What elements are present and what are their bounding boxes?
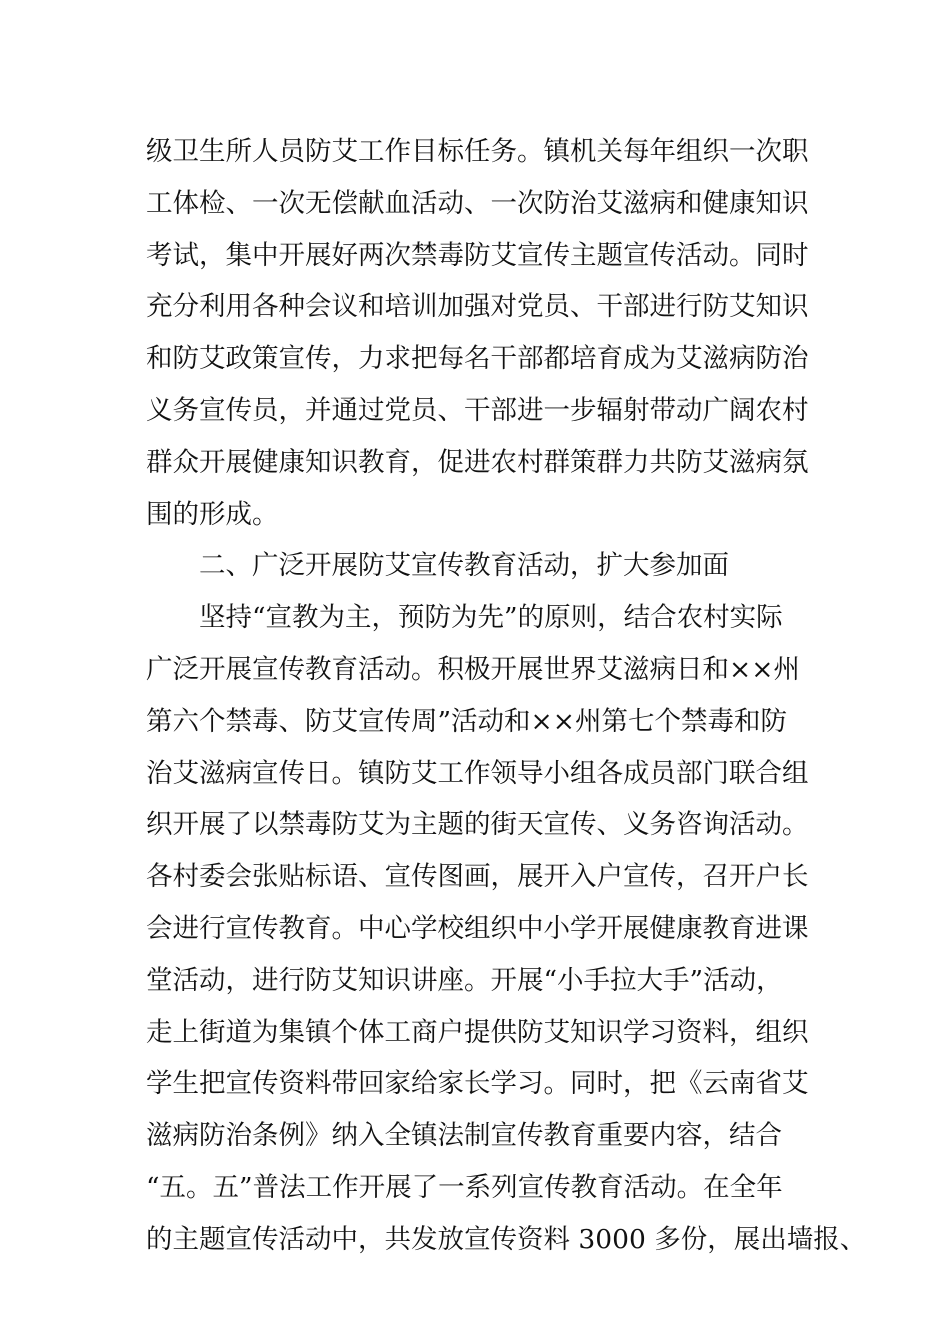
paragraph-line: 第六个禁毒、防艾宣传周”活动和××州第七个禁毒和防 — [146, 705, 787, 737]
paragraph-line: 滋病防治条例》纳入全镇法制宣传教育重要内容，结合 — [146, 1120, 782, 1152]
paragraph-line: 围的形成。 — [146, 498, 279, 530]
paragraph-line: 群众开展健康知识教育，促进农村群策群力共防艾滋病氛 — [146, 446, 809, 478]
paragraph-line: 充分利用各种会议和培训加强对党员、干部进行防艾知识 — [146, 291, 809, 323]
section-heading: 二、广泛开展防艾宣传教育活动，扩大参加面 — [199, 550, 729, 582]
paragraph-line: 学生把宣传资料带回家给家长学习。同时，把《云南省艾 — [146, 1068, 809, 1100]
paragraph-line: “五。五”普法工作开展了一系列宣传教育活动。在全年 — [146, 1171, 783, 1203]
body-text — [146, 126, 867, 1266]
paragraph-line: 和防艾政策宣传，力求把每名干部都培育成为艾滋病防治 — [146, 343, 809, 375]
paragraph-line: 堂活动，进行防艾知识讲座。开展“小手拉大手”活动， — [146, 964, 783, 996]
paragraph-line: 会进行宣传教育。中心学校组织中小学开展健康教育进课 — [146, 912, 809, 944]
paragraph-line: 工体检、一次无偿献血活动、一次防治艾滋病和健康知识 — [146, 187, 809, 219]
paragraph-line: 考试，集中开展好两次禁毒防艾宣传主题宣传活动。同时 — [146, 239, 809, 271]
paragraph-line: 广泛开展宣传教育活动。积极开展世界艾滋病日和××州 — [146, 653, 800, 685]
paragraph-line: 的主题宣传活动中，共发放宣传资料 3000 多份，展出墙报、 — [146, 1223, 867, 1255]
paragraph-line: 级卫生所人员防艾工作目标任务。镇机关每年组织一次职 — [146, 136, 809, 167]
paragraph-line: 义务宣传员，并通过党员、干部进一步辐射带动广阔农村 — [146, 394, 809, 426]
paragraph-line: 织开展了以禁毒防艾为主题的街天宣传、义务咨询活动。 — [146, 809, 809, 841]
paragraph-line: 坚持“宣教为主，预防为先”的原则，结合农村实际 — [199, 602, 783, 634]
paragraph-line: 治艾滋病宣传日。镇防艾工作领导小组各成员部门联合组 — [146, 757, 809, 789]
paragraph-line: 走上街道为集镇个体工商户提供防艾知识学习资料，组织 — [146, 1016, 809, 1048]
paragraph-line: 各村委会张贴标语、宣传图画，展开入户宣传，召开户长 — [146, 861, 809, 893]
